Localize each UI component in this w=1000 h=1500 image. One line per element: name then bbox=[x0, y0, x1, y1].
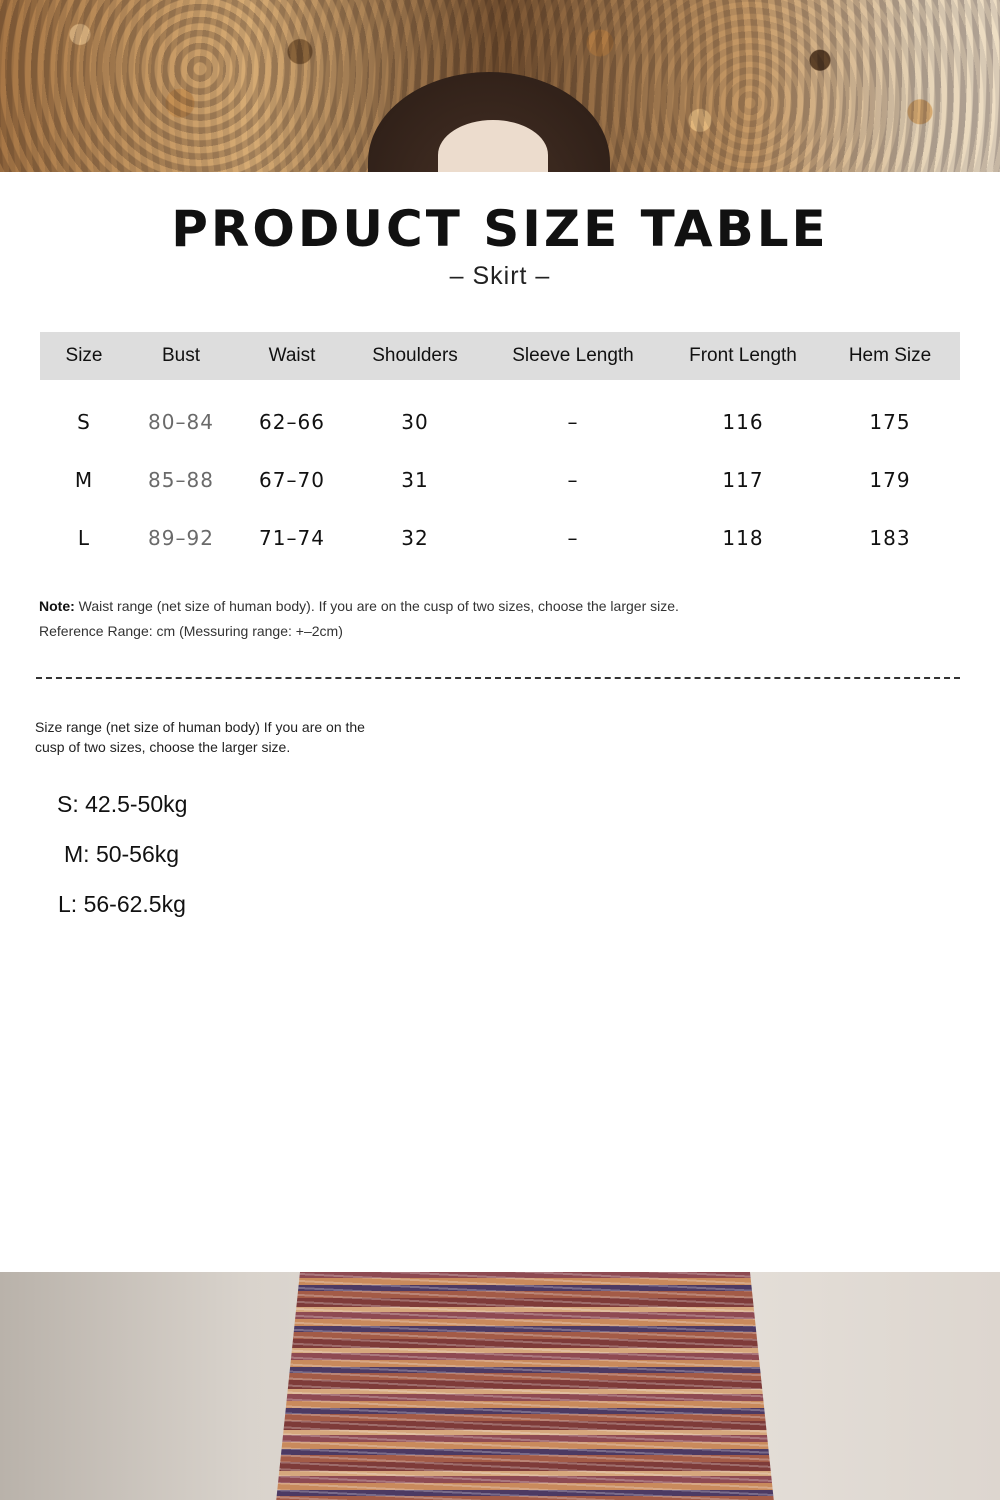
top-product-photo bbox=[0, 0, 1000, 172]
header-bust: Bust bbox=[128, 332, 234, 380]
table-row-l bbox=[40, 509, 960, 567]
note-label: Note: bbox=[39, 598, 75, 614]
weight-item-s: S: 42.5-50kg bbox=[57, 791, 188, 817]
cell-waist: 67–70 bbox=[259, 468, 325, 492]
size-table bbox=[40, 332, 960, 567]
cell-front-length: 117 bbox=[722, 468, 764, 492]
cell-shoulders: 30 bbox=[401, 410, 429, 434]
cell-bust: 80–84 bbox=[148, 410, 214, 434]
header-sleeve-length: Sleeve Length bbox=[480, 332, 666, 380]
header-waist: Waist bbox=[234, 332, 350, 380]
page-subtitle: – Skirt – bbox=[449, 262, 551, 290]
weight-list bbox=[57, 787, 357, 937]
knit-skirt-image bbox=[275, 1272, 775, 1500]
header-shoulders: Shoulders bbox=[350, 332, 480, 380]
note-text: Waist range (net size of human body). If you are on the cusp of two sizes, choose the larger size. bbox=[74, 598, 679, 614]
dashed-divider bbox=[36, 677, 960, 679]
bottom-product-photo bbox=[0, 1272, 1000, 1500]
size-note bbox=[39, 594, 959, 644]
size-range-note: Size range (net size of human body) If you are on the cusp of two sizes, choose the larger size. bbox=[35, 719, 365, 755]
cell-front-length: 116 bbox=[722, 410, 764, 434]
cell-sleeve-length: – bbox=[567, 410, 579, 434]
cell-hem-size: 179 bbox=[869, 468, 911, 492]
header-front-length: Front Length bbox=[666, 332, 820, 380]
cell-size: S bbox=[77, 410, 91, 434]
weight-item-l: L: 56-62.5kg bbox=[58, 891, 186, 917]
cell-hem-size: 183 bbox=[869, 526, 911, 550]
cell-waist: 71–74 bbox=[259, 526, 325, 550]
table-header-row bbox=[40, 332, 960, 380]
cell-sleeve-length: – bbox=[567, 526, 579, 550]
cell-shoulders: 31 bbox=[401, 468, 429, 492]
cell-waist: 62–66 bbox=[259, 410, 325, 434]
header-size: Size bbox=[40, 332, 128, 380]
table-spacer bbox=[40, 380, 960, 393]
cell-front-length: 118 bbox=[722, 526, 764, 550]
header-hem-size: Hem Size bbox=[820, 332, 960, 380]
cell-shoulders: 32 bbox=[401, 526, 429, 550]
cell-size: M bbox=[74, 468, 94, 492]
page-title: PRODUCT SIZE TABLE bbox=[171, 200, 829, 258]
reference-range: Reference Range: cm (Messuring range: +–2cm) bbox=[39, 623, 343, 639]
cell-hem-size: 175 bbox=[869, 410, 911, 434]
note-line bbox=[39, 594, 959, 619]
weight-item-m: M: 50-56kg bbox=[64, 841, 180, 867]
table-row-s bbox=[40, 393, 960, 451]
cell-bust: 89–92 bbox=[148, 526, 214, 550]
table-row-m bbox=[40, 451, 960, 509]
cell-bust: 85–88 bbox=[148, 468, 214, 492]
cell-size: L bbox=[77, 526, 91, 550]
cell-sleeve-length: – bbox=[567, 468, 579, 492]
